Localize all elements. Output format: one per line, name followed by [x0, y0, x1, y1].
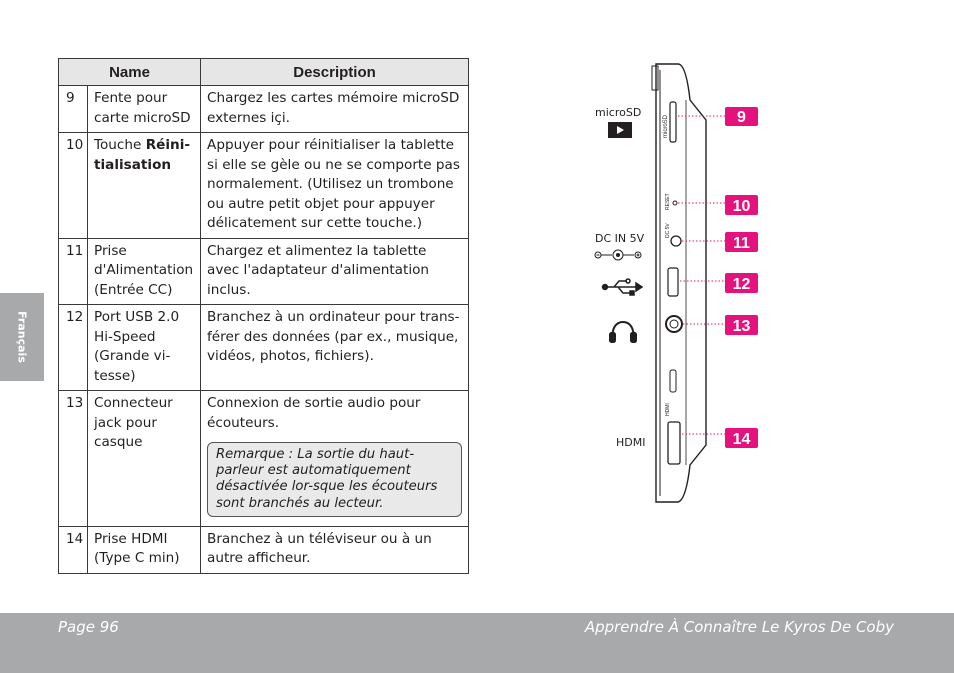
device-label-dc: DC 5V	[665, 223, 671, 238]
callout-number: 14	[732, 431, 751, 448]
row-name-bold: Réini-tialisation	[94, 137, 191, 173]
row-number: 10	[59, 133, 88, 239]
callout-number: 12	[732, 276, 751, 293]
component-table	[58, 58, 469, 574]
row-description: Chargez les cartes mémoire microSD externes içi.	[201, 86, 469, 133]
table-row	[59, 526, 469, 573]
callout-9	[725, 107, 758, 126]
row-name: Fente pour carte microSD	[88, 86, 201, 133]
row-number: 14	[59, 526, 88, 573]
row-description: Chargez et alimentez la tablette avec l'adaptateur d'alimentation inclus.	[201, 238, 469, 305]
row-number: 9	[59, 86, 88, 133]
table-row	[59, 305, 469, 391]
callout-number: 9	[737, 109, 746, 126]
row-name-prefix: Touche	[94, 137, 146, 153]
callout-number: 10	[732, 198, 751, 215]
callout-number: 13	[732, 318, 751, 335]
footer-title: Apprendre À Connaître Le Kyros De Coby	[584, 618, 894, 636]
callout-12	[725, 273, 758, 293]
table-row	[59, 238, 469, 305]
table-row	[59, 391, 469, 527]
row-number: 11	[59, 238, 88, 305]
dc-polarity-icon	[595, 250, 641, 260]
table-row	[59, 133, 469, 239]
tablet-side-diagram	[590, 60, 770, 510]
callout-10	[725, 195, 758, 215]
label-dc-in: DC IN 5V	[595, 232, 645, 245]
row-name: Prise HDMI (Type C min)	[88, 526, 201, 573]
row-number: 13	[59, 391, 88, 527]
row-number: 12	[59, 305, 88, 391]
page-number: Page 96	[58, 618, 119, 636]
row-name: Port USB 2.0 Hi-Speed (Grande vi-tesse)	[88, 305, 201, 391]
callout-11	[725, 232, 758, 252]
row-name	[88, 133, 201, 239]
label-microsd: microSD	[595, 106, 642, 119]
row-description	[201, 391, 469, 527]
row-description: Appuyer pour réinitialiser la tablette si elle se gèle ou ne se comporte pas normalement. (Utilisez un trombone ou autre petit objet pour appuyer délicatement sur cette touche.)	[201, 133, 469, 239]
row-description-text: Connexion de sortie audio pour écouteurs.	[207, 395, 421, 431]
language-tab-label: Français	[15, 311, 29, 363]
page-footer	[0, 613, 954, 673]
headphones-icon	[610, 322, 636, 342]
device-label-microsd: microSD	[663, 114, 669, 138]
header-name: Name	[59, 59, 201, 86]
usb-icon	[603, 279, 643, 295]
language-tab	[0, 293, 44, 381]
row-name: Prise d'Alimentation (Entrée CC)	[88, 238, 201, 305]
label-hdmi: HDMI	[616, 436, 646, 449]
table-header-row	[59, 59, 469, 86]
callout-13	[725, 315, 758, 335]
row-description: Branchez à un téléviseur ou à un autre afficheur.	[201, 526, 469, 573]
row-name: Connecteur jack pour casque	[88, 391, 201, 527]
row-description: Branchez à un ordinateur pour trans-férer des données (par ex., musique, vidéos, photos, fichiers).	[201, 305, 469, 391]
header-description: Description	[201, 59, 469, 86]
table-row	[59, 86, 469, 133]
callout-number: 11	[733, 235, 750, 252]
device-label-hdmi: HDMI	[665, 403, 671, 416]
callout-14	[725, 428, 758, 448]
device-label-reset: RESET	[665, 193, 671, 210]
note-box: Remarque : La sortie du haut-parleur est automatiquement désactivée lor-sque les écouteurs sont branchés au lecteur.	[207, 442, 462, 517]
